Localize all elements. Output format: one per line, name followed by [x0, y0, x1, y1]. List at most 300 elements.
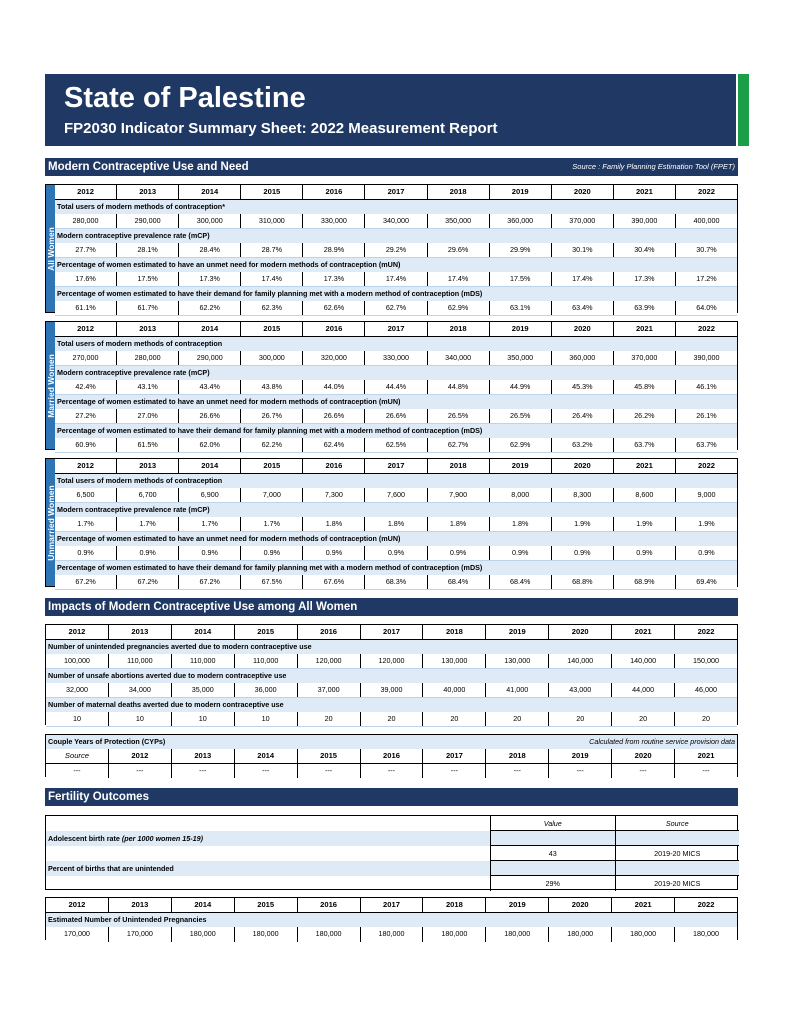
value-cell: 150,000 [693, 656, 719, 665]
year-cell: 2012 [55, 185, 117, 199]
unintended-source: 2019-20 MICS [615, 876, 740, 891]
value-cell: 110,000 [235, 654, 298, 668]
value-cell: 1.7% [117, 517, 179, 531]
title-banner [45, 74, 736, 146]
value-cell: 180,000 [549, 927, 612, 942]
year-cell: 2022 [698, 461, 715, 470]
year-cell: 2015 [241, 322, 303, 336]
cyp-note: Calculated from routine service provision data [589, 737, 735, 746]
cyp-value-cell: --- [235, 764, 298, 779]
indicator-values [55, 488, 737, 503]
value-cell: 100,000 [46, 654, 109, 668]
value-cell: 20 [298, 712, 361, 726]
year-cell: 2016 [303, 185, 365, 199]
value-cell: 17.3% [614, 272, 676, 286]
value-cell: 370,000 [552, 214, 614, 228]
value-cell: 63.7% [614, 438, 676, 452]
cyp-year-cell: 2021 [697, 751, 715, 760]
value-cell: 32,000 [46, 683, 109, 697]
value-cell: 44.0% [303, 380, 365, 394]
value-cell: 10 [109, 712, 172, 726]
value-cell: 17.4% [241, 272, 303, 286]
value-cell: 27.2% [55, 409, 117, 423]
value-cell: 26.5% [490, 409, 552, 423]
value-cell: 9,000 [697, 490, 716, 499]
value-cell: 30.1% [552, 243, 614, 257]
value-cell: 43.8% [241, 380, 303, 394]
value-cell: 17.4% [365, 272, 427, 286]
group-label [46, 185, 55, 312]
year-cell: 2019 [486, 625, 549, 639]
value-cell: 17.4% [428, 272, 490, 286]
value-cell: 41,000 [486, 683, 549, 697]
value-cell: 1.9% [552, 517, 614, 531]
value-cell: 180,000 [235, 927, 298, 942]
value-cell: 10 [46, 712, 109, 726]
value-cell: 140,000 [549, 654, 612, 668]
abr-label: Adolescent birth rate (per 1000 women 15-19) [48, 834, 203, 843]
year-cell: 2013 [117, 459, 179, 473]
value-cell: 370,000 [614, 351, 676, 365]
value-cell: 130,000 [486, 654, 549, 668]
year-cell: 2016 [298, 898, 361, 912]
panel-all-women [45, 184, 738, 313]
value-cell: 28.9% [303, 243, 365, 257]
value-cell: 26.4% [552, 409, 614, 423]
value-cell: 62.0% [179, 438, 241, 452]
year-cell: 2017 [361, 898, 424, 912]
value-cell: 1.8% [365, 517, 427, 531]
year-cell: 2018 [428, 322, 490, 336]
year-cell: 2015 [241, 459, 303, 473]
unintended-value: 29% [490, 876, 615, 891]
value-cell: 20 [486, 712, 549, 726]
panel-cyp [45, 734, 738, 777]
value-cell: 27.0% [117, 409, 179, 423]
indicator-name: Percentage of women estimated to have an unmet need for modern methods of contraception (mUN) [55, 532, 737, 547]
value-cell: 0.9% [428, 546, 490, 560]
value-cell: 42.4% [55, 380, 117, 394]
section-header-impacts [45, 598, 738, 616]
indicator-values [55, 546, 737, 561]
value-cell: 68.3% [365, 575, 427, 589]
year-cell: 2019 [490, 185, 552, 199]
year-cell: 2020 [549, 625, 612, 639]
year-cell: 2017 [365, 185, 427, 199]
year-cell: 2021 [612, 625, 675, 639]
value-cell: 0.9% [552, 546, 614, 560]
section-source: Source : Family Planning Estimation Tool (FPET) [572, 162, 735, 171]
indicator-values [55, 243, 737, 258]
year-row [46, 625, 737, 640]
year-cell: 2012 [46, 898, 109, 912]
value-cell: 180,000 [612, 927, 675, 942]
indicator-values [55, 301, 737, 316]
indicator-name: Percentage of women estimated to have an unmet need for modern methods of contraception (mUN) [55, 258, 737, 273]
value-cell: 62.9% [428, 301, 490, 315]
cyp-value-cell: --- [361, 764, 424, 779]
value-cell: 67.2% [117, 575, 179, 589]
panel-grid [55, 185, 737, 316]
value-cell: 290,000 [117, 214, 179, 228]
section-title: Modern Contraceptive Use and Need [48, 161, 249, 173]
value-cell: 17.6% [55, 272, 117, 286]
value-cell: 26.7% [241, 409, 303, 423]
source-header: Source [615, 816, 740, 830]
value-cell: 0.9% [365, 546, 427, 560]
value-cell: 63.2% [552, 438, 614, 452]
year-cell: 2016 [298, 625, 361, 639]
value-cell: 17.5% [490, 272, 552, 286]
value-cell: 330,000 [365, 351, 427, 365]
value-cell: 26.2% [614, 409, 676, 423]
value-cell: 300,000 [241, 351, 303, 365]
year-cell: 2017 [365, 322, 427, 336]
panel-unmarried-women [45, 458, 738, 587]
value-cell: 10 [235, 712, 298, 726]
cyp-header [46, 735, 737, 749]
panel-grid [55, 459, 737, 590]
value-cell: 69.4% [696, 577, 717, 586]
value-cell: 0.9% [241, 546, 303, 560]
page-title: State of Palestine [64, 82, 306, 114]
value-cell: 61.7% [117, 301, 179, 315]
cyp-value-cell: --- [109, 764, 172, 779]
value-cell: 7,600 [365, 488, 427, 502]
value-cell: 310,000 [241, 214, 303, 228]
value-cell: 0.9% [179, 546, 241, 560]
cyp-year-cell: 2020 [612, 749, 675, 763]
year-cell: 2019 [490, 322, 552, 336]
value-cell: 0.9% [698, 548, 715, 557]
indicator-values [46, 654, 737, 669]
value-cell: 40,000 [423, 683, 486, 697]
indicator-name: Number of maternal deaths averted due to modern contraceptive use [46, 698, 737, 713]
group-label [46, 459, 55, 586]
panel-fertility [45, 815, 738, 890]
value-cell: 61.5% [117, 438, 179, 452]
value-cell: 62.5% [365, 438, 427, 452]
value-cell: 170,000 [46, 927, 109, 942]
year-cell: 2021 [614, 459, 676, 473]
cyp-value-cell: --- [298, 764, 361, 779]
value-cell: 1.9% [698, 519, 715, 528]
cyp-year-cell: 2012 [109, 749, 172, 763]
year-cell: 2013 [109, 625, 172, 639]
value-cell: 17.2% [696, 274, 717, 283]
value-cell: 0.9% [614, 546, 676, 560]
year-cell: 2012 [46, 625, 109, 639]
cyp-year-row [46, 749, 737, 764]
section-title: Impacts of Modern Contraceptive Use among All Women [48, 601, 358, 613]
group-label-text: All Women [45, 226, 56, 271]
value-cell: 180,000 [486, 927, 549, 942]
year-cell: 2018 [423, 898, 486, 912]
value-cell: 7,300 [303, 488, 365, 502]
year-cell: 2014 [179, 459, 241, 473]
value-cell: 60.9% [55, 438, 117, 452]
year-cell: 2022 [697, 900, 715, 909]
year-cell: 2022 [697, 627, 715, 636]
value-cell: 270,000 [55, 351, 117, 365]
value-cell: 8,000 [490, 488, 552, 502]
indicator-name: Modern contraceptive prevalence rate (mCP) [55, 366, 737, 381]
cyp-year-cell: 2013 [172, 749, 235, 763]
indicator-name: Total users of modern methods of contraception [55, 337, 737, 352]
value-cell: 68.9% [614, 575, 676, 589]
value-cell: 30.4% [614, 243, 676, 257]
cyp-year-cell: Source [46, 749, 109, 763]
fertility-value-columns [490, 816, 739, 891]
value-cell: 350,000 [490, 351, 552, 365]
value-cell: 180,000 [423, 927, 486, 942]
value-cell: 10 [172, 712, 235, 726]
value-header: Value [490, 816, 615, 830]
value-cell: 17.3% [179, 272, 241, 286]
value-cell: 39,000 [361, 683, 424, 697]
value-cell: 64.0% [696, 303, 717, 312]
indicator-name: Percentage of women estimated to have their demand for family planning met with a modern method of contraception (mDS) [55, 561, 737, 576]
value-cell: 8,300 [552, 488, 614, 502]
value-cell: 67.6% [303, 575, 365, 589]
value-cell: 62.9% [490, 438, 552, 452]
value-cell: 290,000 [179, 351, 241, 365]
indicator-name: Percentage of women estimated to have their demand for family planning met with a modern method of contraception (mDS) [55, 424, 737, 439]
panel-married-women [45, 321, 738, 450]
year-row [46, 898, 737, 913]
value-cell: 45.8% [614, 380, 676, 394]
value-cell: 7,000 [241, 488, 303, 502]
value-cell: 68.4% [490, 575, 552, 589]
value-cell: 20 [549, 712, 612, 726]
year-cell: 2020 [552, 459, 614, 473]
value-cell: 1.8% [303, 517, 365, 531]
year-cell: 2021 [612, 898, 675, 912]
value-cell: 280,000 [55, 214, 117, 228]
value-cell: 67.2% [179, 575, 241, 589]
value-cell: 26.5% [428, 409, 490, 423]
year-row [55, 459, 737, 474]
value-cell: 1.7% [55, 517, 117, 531]
value-cell: 300,000 [179, 214, 241, 228]
value-cell: 1.9% [614, 517, 676, 531]
abr-value: 43 [490, 846, 615, 860]
value-cell: 62.3% [241, 301, 303, 315]
value-cell: 110,000 [172, 654, 235, 668]
cyp-year-cell: 2018 [486, 749, 549, 763]
year-cell: 2020 [552, 185, 614, 199]
value-cell: 44,000 [612, 683, 675, 697]
group-label-text: Married Women [45, 353, 56, 418]
value-cell: 140,000 [612, 654, 675, 668]
value-cell: 27.7% [55, 243, 117, 257]
indicator-values [55, 438, 737, 453]
value-cell: 29.6% [428, 243, 490, 257]
year-cell: 2014 [172, 625, 235, 639]
indicator-name: Modern contraceptive prevalence rate (mCP) [55, 503, 737, 518]
value-cell: 62.4% [303, 438, 365, 452]
value-cell: 17.4% [552, 272, 614, 286]
cyp-year-cell: 2014 [235, 749, 298, 763]
value-cell: 1.8% [490, 517, 552, 531]
cyp-value-cell: --- [423, 764, 486, 779]
value-cell: 280,000 [117, 351, 179, 365]
year-cell: 2015 [235, 625, 298, 639]
year-cell: 2021 [614, 322, 676, 336]
section-header-fertility [45, 788, 738, 806]
group-label-text: Unmarried Women [45, 484, 56, 561]
value-cell: 46.1% [696, 382, 717, 391]
value-cell: 68.8% [552, 575, 614, 589]
value-cell: 68.4% [428, 575, 490, 589]
value-cell: 7,900 [428, 488, 490, 502]
indicator-values [55, 517, 737, 532]
unintended-label: Percent of births that are unintended [48, 864, 174, 873]
indicator-values [55, 214, 737, 229]
indicator-values [46, 683, 737, 698]
value-cell: 180,000 [172, 927, 235, 942]
indicator-values [55, 409, 737, 424]
cyp-year-cell: 2019 [549, 749, 612, 763]
value-cell: 62.7% [365, 301, 427, 315]
indicator-values [55, 380, 737, 395]
indicator-name: Number of unsafe abortions averted due to modern contraceptive use [46, 669, 737, 684]
value-cell: 67.5% [241, 575, 303, 589]
cyp-value-cell: --- [702, 765, 710, 775]
value-cell: 180,000 [693, 929, 719, 938]
value-cell: 110,000 [109, 654, 172, 668]
indicator-name: Total users of modern methods of contraception* [55, 200, 737, 215]
year-row [55, 322, 737, 337]
value-cell: 28.4% [179, 243, 241, 257]
cyp-year-cell: 2017 [423, 749, 486, 763]
indicator-values [46, 927, 737, 942]
value-cell: 44.9% [490, 380, 552, 394]
value-cell: 30.7% [696, 245, 717, 254]
year-cell: 2017 [365, 459, 427, 473]
value-cell: 44.4% [365, 380, 427, 394]
value-cell: 350,000 [428, 214, 490, 228]
year-cell: 2012 [55, 322, 117, 336]
value-cell: 1.7% [179, 517, 241, 531]
value-cell: 180,000 [298, 927, 361, 942]
indicator-name: Estimated Number of Unintended Pregnancies [46, 913, 737, 928]
indicator-name: Total users of modern methods of contraception [55, 474, 737, 489]
value-cell: 29.9% [490, 243, 552, 257]
value-cell: 390,000 [614, 214, 676, 228]
value-cell: 35,000 [172, 683, 235, 697]
value-cell: 62.7% [428, 438, 490, 452]
value-cell: 120,000 [361, 654, 424, 668]
group-label [46, 322, 55, 449]
value-cell: 26.6% [179, 409, 241, 423]
year-cell: 2022 [698, 187, 715, 196]
year-cell: 2014 [179, 322, 241, 336]
value-cell: 63.7% [696, 440, 717, 449]
section-header-use [45, 158, 738, 176]
value-cell: 400,000 [693, 216, 720, 225]
value-cell: 26.6% [303, 409, 365, 423]
year-cell: 2022 [698, 324, 715, 333]
panel-grid [46, 625, 737, 727]
value-cell: 6,900 [179, 488, 241, 502]
year-cell: 2020 [549, 898, 612, 912]
abr-source: 2019-20 MICS [615, 846, 740, 860]
value-cell: 170,000 [109, 927, 172, 942]
value-cell: 130,000 [423, 654, 486, 668]
value-cell: 180,000 [361, 927, 424, 942]
value-cell: 62.2% [241, 438, 303, 452]
value-cell: 120,000 [298, 654, 361, 668]
cyp-value-row [46, 764, 737, 779]
value-cell: 20 [423, 712, 486, 726]
value-cell: 17.3% [303, 272, 365, 286]
value-cell: 29.2% [365, 243, 427, 257]
cyp-value-cell: --- [486, 764, 549, 779]
year-cell: 2014 [172, 898, 235, 912]
accent-bar [738, 74, 749, 146]
value-cell: 46,000 [695, 685, 717, 694]
value-cell: 20 [612, 712, 675, 726]
value-cell: 390,000 [693, 353, 720, 362]
value-cell: 26.6% [365, 409, 427, 423]
value-cell: 28.7% [241, 243, 303, 257]
year-cell: 2016 [303, 322, 365, 336]
year-cell: 2017 [361, 625, 424, 639]
year-cell: 2018 [423, 625, 486, 639]
value-cell: 63.4% [552, 301, 614, 315]
year-cell: 2016 [303, 459, 365, 473]
indicator-values [55, 272, 737, 287]
value-cell: 0.9% [303, 546, 365, 560]
value-cell: 1.8% [428, 517, 490, 531]
value-cell: 63.9% [614, 301, 676, 315]
value-cell: 61.1% [55, 301, 117, 315]
panel-grid [55, 322, 737, 453]
year-row [55, 185, 737, 200]
indicator-values [46, 712, 737, 727]
indicator-name: Percentage of women estimated to have an unmet need for modern methods of contraception (mUN) [55, 395, 737, 410]
indicator-name: Percentage of women estimated to have their demand for family planning met with a modern method of contraception (mDS) [55, 287, 737, 302]
value-cell: 67.2% [55, 575, 117, 589]
cyp-year-cell: 2016 [361, 749, 424, 763]
year-cell: 2012 [55, 459, 117, 473]
cyp-year-cell: 2015 [298, 749, 361, 763]
value-cell: 320,000 [303, 351, 365, 365]
value-cell: 36,000 [235, 683, 298, 697]
value-cell: 1.7% [241, 517, 303, 531]
value-cell: 34,000 [109, 683, 172, 697]
panel-unintended-pregnancies [45, 897, 738, 940]
value-cell: 45.3% [552, 380, 614, 394]
value-cell: 0.9% [490, 546, 552, 560]
year-cell: 2015 [235, 898, 298, 912]
value-cell: 340,000 [365, 214, 427, 228]
year-cell: 2020 [552, 322, 614, 336]
value-cell: 43.1% [117, 380, 179, 394]
value-cell: 330,000 [303, 214, 365, 228]
indicator-name: Modern contraceptive prevalence rate (mCP) [55, 229, 737, 244]
year-cell: 2015 [241, 185, 303, 199]
year-cell: 2019 [490, 459, 552, 473]
value-cell: 6,500 [55, 488, 117, 502]
value-cell: 43,000 [549, 683, 612, 697]
value-cell: 17.5% [117, 272, 179, 286]
year-cell: 2013 [109, 898, 172, 912]
year-cell: 2018 [428, 459, 490, 473]
value-cell: 8,600 [614, 488, 676, 502]
value-cell: 340,000 [428, 351, 490, 365]
